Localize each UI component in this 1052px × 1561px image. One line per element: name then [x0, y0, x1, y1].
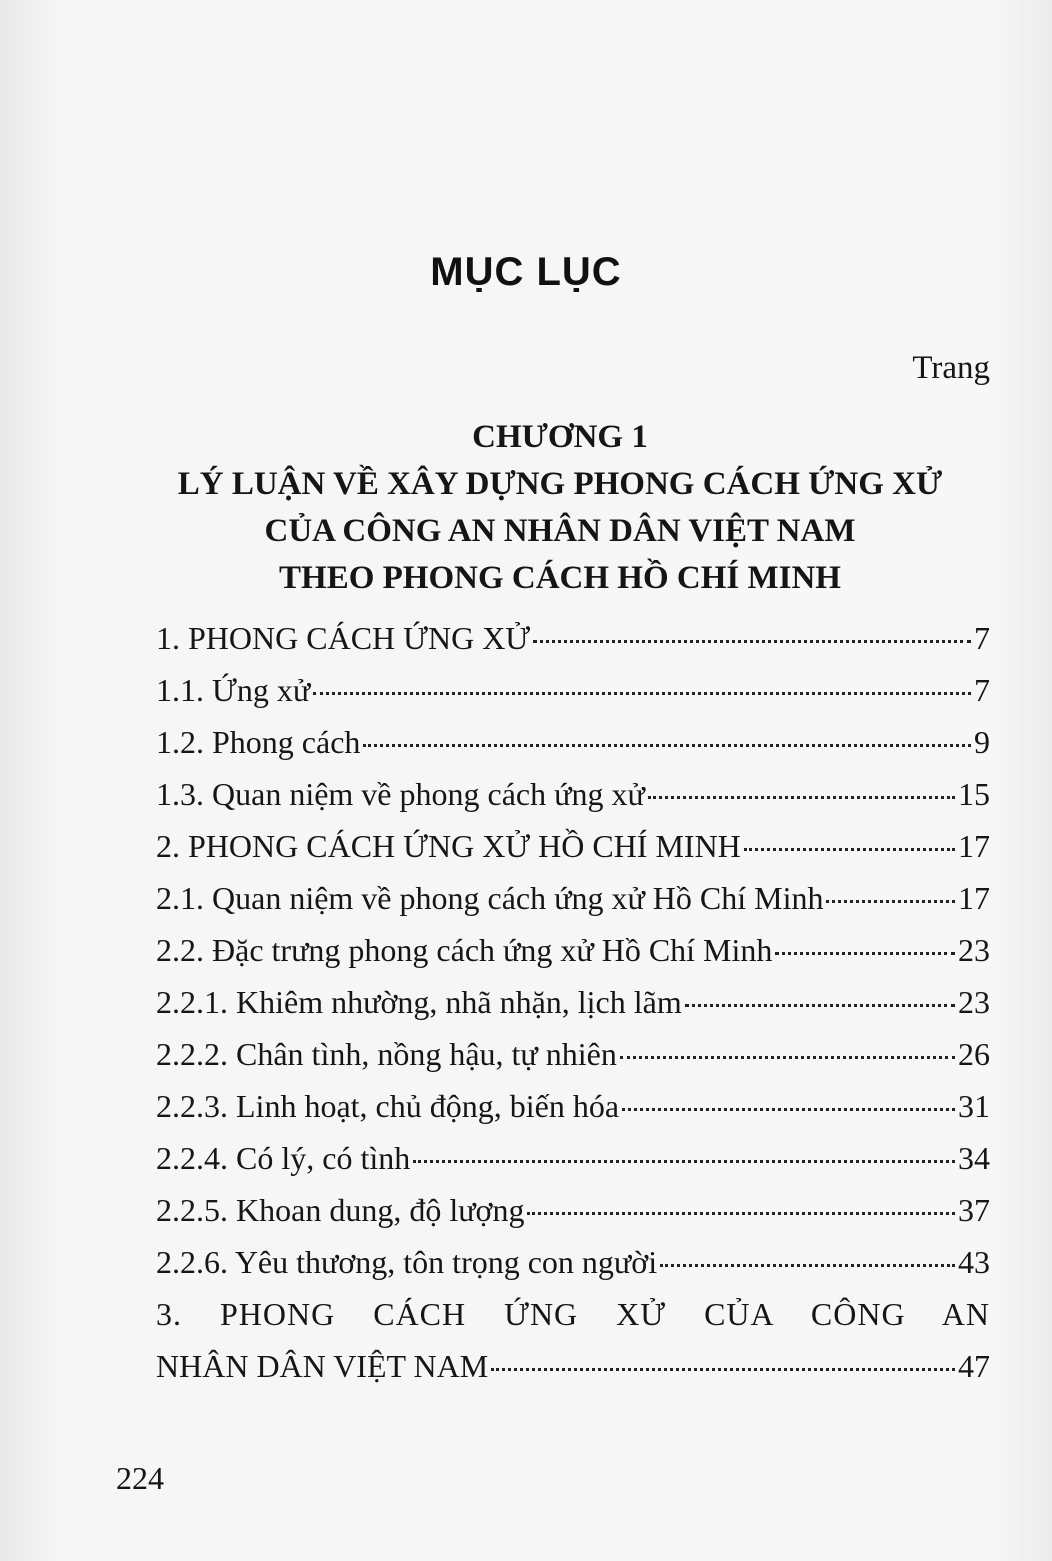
toc-entry-page: 43: [958, 1244, 990, 1280]
dot-leader: [533, 640, 971, 643]
toc-entry[interactable]: [156, 1140, 990, 1192]
toc-entry-page: 15: [958, 776, 990, 812]
dot-leader: [620, 1056, 955, 1059]
toc-entry[interactable]: [156, 880, 990, 932]
chapter-number: CHƯƠNG 1: [472, 419, 648, 455]
toc-entry-page: 26: [958, 1036, 990, 1072]
toc-entry[interactable]: [156, 620, 990, 672]
toc-entry-page: 9: [974, 724, 990, 760]
toc-entry-page: 17: [958, 828, 990, 864]
toc-entry-label: 2.2.3. Linh hoạt, chủ động, biến hóa: [156, 1088, 620, 1124]
toc-entry-page: 31: [958, 1088, 990, 1124]
dot-leader: [744, 848, 955, 851]
dot-leader: [491, 1368, 955, 1371]
dot-leader: [648, 796, 955, 799]
toc-entry-label: 2.2.5. Khoan dung, độ lượng: [156, 1192, 525, 1228]
toc-entry[interactable]: [156, 672, 990, 724]
toc-entry-label: 2.2.1. Khiêm nhường, nhã nhặn, lịch lãm: [156, 984, 682, 1020]
page-title: MỤC LỤC: [430, 250, 622, 294]
toc-entry-label: 2.2. Đặc trưng phong cách ứng xử Hồ Chí Minh: [156, 932, 773, 968]
toc-entry-label: 1.3. Quan niệm về phong cách ứng xử: [156, 776, 645, 812]
dot-leader: [775, 952, 955, 955]
dot-leader: [413, 1160, 955, 1163]
chapter-heading: [120, 414, 1000, 602]
bleed-through-text: [100, 120, 980, 174]
toc-entry-page: 37: [958, 1192, 990, 1228]
toc-entry-label: 2.1. Quan niệm về phong cách ứng xử Hồ Chí Minh: [156, 880, 824, 916]
toc-entry-page: 17: [958, 880, 990, 916]
dot-leader: [622, 1108, 955, 1111]
toc-entry-label: 1.1. Ứng xử: [156, 672, 311, 708]
toc-entry-label: NHÂN DÂN VIỆT NAM: [156, 1348, 489, 1384]
toc-entry[interactable]: [156, 828, 990, 880]
toc-entry-multiline-second[interactable]: [156, 1348, 990, 1400]
toc-entry[interactable]: [156, 776, 990, 828]
toc-entry-label: 1. PHONG CÁCH ỨNG XỬ: [156, 620, 531, 656]
toc-entry[interactable]: [156, 1088, 990, 1140]
toc-entry[interactable]: [156, 1244, 990, 1296]
toc-entry[interactable]: [156, 724, 990, 776]
page-column-label: Trang: [912, 350, 990, 386]
toc-entry-page: 47: [958, 1348, 990, 1384]
dot-leader: [660, 1264, 955, 1267]
toc-entry-page: 23: [958, 932, 990, 968]
toc-entry-page: 23: [958, 984, 990, 1020]
toc-entry-label: 2.2.2. Chân tình, nồng hậu, tự nhiên: [156, 1036, 617, 1072]
toc-entry[interactable]: [156, 1192, 990, 1244]
dot-leader: [527, 1212, 955, 1215]
toc-entry-label: 2.2.6. Yêu thương, tôn trọng con người: [156, 1244, 658, 1280]
toc-entry[interactable]: [156, 1036, 990, 1088]
toc-entry-multiline-first[interactable]: [156, 1296, 990, 1348]
dot-leader: [685, 1004, 955, 1007]
page-number: 224: [116, 1460, 164, 1496]
toc-entry[interactable]: [156, 932, 990, 984]
toc-entry[interactable]: [156, 984, 990, 1036]
chapter-title-line: CỦA CÔNG AN NHÂN DÂN VIỆT NAM: [264, 513, 856, 549]
chapter-title-line: THEO PHONG CÁCH HỒ CHÍ MINH: [279, 560, 841, 596]
toc-entry-label: 2.2.4. Có lý, có tình: [156, 1140, 411, 1176]
toc-entry-page: 34: [958, 1140, 990, 1176]
toc-entry-page: 7: [974, 620, 990, 656]
dot-leader: [313, 692, 971, 695]
toc-entry-page: 7: [974, 672, 990, 708]
table-of-contents: [156, 620, 990, 1400]
dot-leader: [363, 744, 971, 747]
toc-entry-label: 3. PHONG CÁCH ỨNG XỬ CỦA CÔNG AN: [156, 1296, 990, 1332]
toc-entry-label: 1.2. Phong cách: [156, 724, 361, 760]
chapter-title-line: LÝ LUẬN VỀ XÂY DỰNG PHONG CÁCH ỨNG XỬ: [177, 466, 943, 502]
dot-leader: [826, 900, 955, 903]
toc-entry-label: 2. PHONG CÁCH ỨNG XỬ HỒ CHÍ MINH: [156, 828, 741, 864]
